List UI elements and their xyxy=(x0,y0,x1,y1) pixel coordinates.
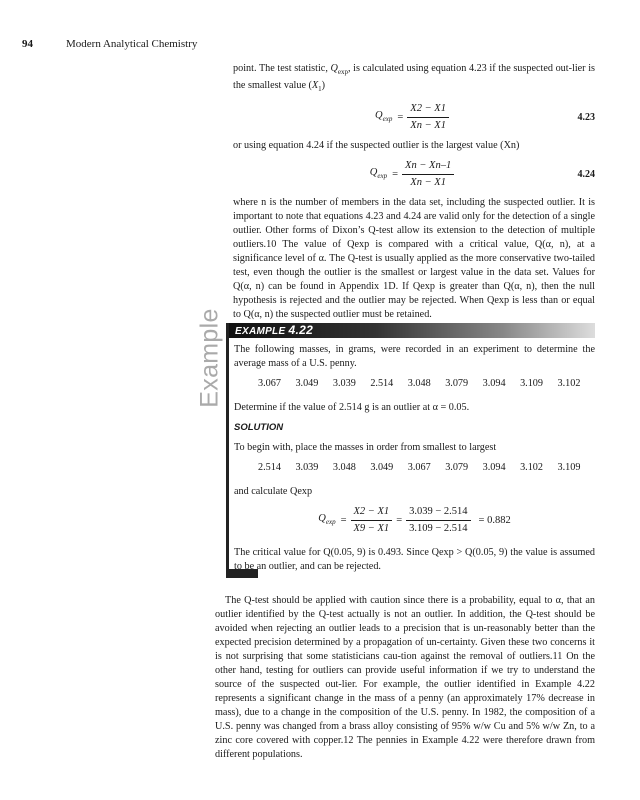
mass-value: 2.514 xyxy=(370,378,394,389)
equation-number: 4.23 xyxy=(577,111,595,123)
example-box xyxy=(195,308,595,578)
equation-4-24: $Q_{exp}$ = $\frac{Xn - Xn-1}{Xn - X1}$ 4.24 xyxy=(369,160,595,189)
mass-value: 3.079 xyxy=(445,378,469,389)
mass-value: 3.102 xyxy=(557,378,581,389)
mass-value: 3.048 xyxy=(407,378,431,389)
solution-heading: SOLUTION xyxy=(234,422,284,433)
calculation-equation: $Q_{exp}$ = $\frac{X2 - X1}{X9 - X1}$ = $\frac{3.039 - 2.514}{3.109 - 2.514}$ = 0.882 xyxy=(318,506,511,534)
mass-value: 3.094 xyxy=(482,462,506,473)
eq423-numerator: X2 − X1 xyxy=(407,102,449,118)
intro-paragraph: point. The test statistic, $Q_{exp}$, is calculated using equation 4.23 if the suspected out-lier is the smallest value $(X_1)$ xyxy=(233,63,596,94)
mass-value: 3.039 xyxy=(332,378,356,389)
mass-value: 3.049 xyxy=(295,378,319,389)
example-banner: EXAMPLE 4.22 xyxy=(229,323,595,338)
mass-value: 3.109 xyxy=(557,462,581,473)
mass-value: 3.049 xyxy=(370,462,394,473)
mass-value: 3.067 xyxy=(258,378,281,389)
calc-result: = 0.882 xyxy=(478,514,511,526)
mass-value: 3.048 xyxy=(332,462,356,473)
mass-value: 3.067 xyxy=(407,462,431,473)
masses-row xyxy=(258,377,595,391)
calc-text: and calculate Qexp xyxy=(234,486,313,497)
example-watermark: Example xyxy=(195,308,224,408)
page-number: 94 xyxy=(22,38,33,50)
order-text: To begin with, place the masses in order from smallest to largest xyxy=(234,442,497,453)
main-text-lower xyxy=(215,594,595,762)
mass-value: 3.094 xyxy=(482,378,506,389)
example-question: Determine if the value of 2.514 g is an outlier at α = 0.05. xyxy=(234,402,470,413)
equation-number: 4.24 xyxy=(577,168,595,180)
equation-4-23: $Q_{exp}$ = $\frac{X2 - X1}{Xn - X1}$ 4.23 xyxy=(375,103,595,132)
main-text-upper xyxy=(233,62,595,322)
sorted-masses-row xyxy=(258,461,595,475)
paragraph-caution: The Q-test should be applied with caution since there is a probability, equal to α, that an outlier identified by the Q-test actually is not an outlier. In addition, the Q-test should be avoided when rejecting an outlier leads to a precision that is un-reasonably better than the expected precision determined by a propagation of un-certainty. Given these two concerns it is not surprising that some statisticians cau-tion against the removal of outliers.11 On the other hand, testing for outliers can provide useful information if we try to understand the source of the suspected out-lier. For example, the outlier identified in Example 4.22 represents a significant change in the mass of a penny (an approximately 17% decrease in mass), due to a change in the composition of the U.S. penny. In 1982, the composition of a U.S. penny was changed from a brass alloy consisting of 95% w/w Cu and 5% w/w Zn, to a zinc core covered with copper.12 The pennies in Example 4.22 were therefore drawn from different populations. xyxy=(215,595,595,760)
paragraph-dixon-q-test: where n is the number of members in the data set, including the suspected outlier. It is important to note that equations 4.23 and 4.24 are valid only for the detection of a single outlier. Other forms of Dixon’s Q-test allow its extension to the detection of multiple outliers.10 The value of Qexp is compared with a critical value, Q(α, n), at a significance level of α. The Q-test is usually applied as the more conservative two-tailed test, even though the outlier is the smallest or largest value in the data set. Values for Q(α, n) can be found in Appendix 1D. If Qexp is greater than Q(α, n), then the null hypothesis is rejected and the outlier may be rejected. When Qexp is less than or equal to Q(α, n) the suspected outlier must be retained. xyxy=(233,197,595,321)
mass-value: 3.102 xyxy=(520,462,543,473)
mass-value: 3.109 xyxy=(520,378,543,389)
example-conclusion: The critical value for Q(0.05, 9) is 0.493. Since Qexp > Q(0.05, 9) the value is assumed to be an outlier, and can be rejected. xyxy=(234,547,595,572)
example-intro: The following masses, in grams, were recorded in an experiment to determine the average mass of a U.S. penny. xyxy=(234,344,595,369)
eq424-denominator: Xn − X1 xyxy=(410,177,446,189)
book-title: Modern Analytical Chemistry xyxy=(66,38,198,50)
eq423-denominator: Xn − X1 xyxy=(410,120,446,132)
mass-value: 3.039 xyxy=(295,462,319,473)
example-side-bar xyxy=(226,323,229,578)
running-header xyxy=(22,38,600,50)
mass-value: 3.079 xyxy=(445,462,469,473)
eq424-numerator: Xn − Xn–1 xyxy=(402,159,454,175)
example-body xyxy=(234,343,595,580)
mass-value: 2.514 xyxy=(258,462,281,473)
middle-text: or using equation 4.24 if the suspected outlier is the largest value (Xn) xyxy=(233,140,520,152)
